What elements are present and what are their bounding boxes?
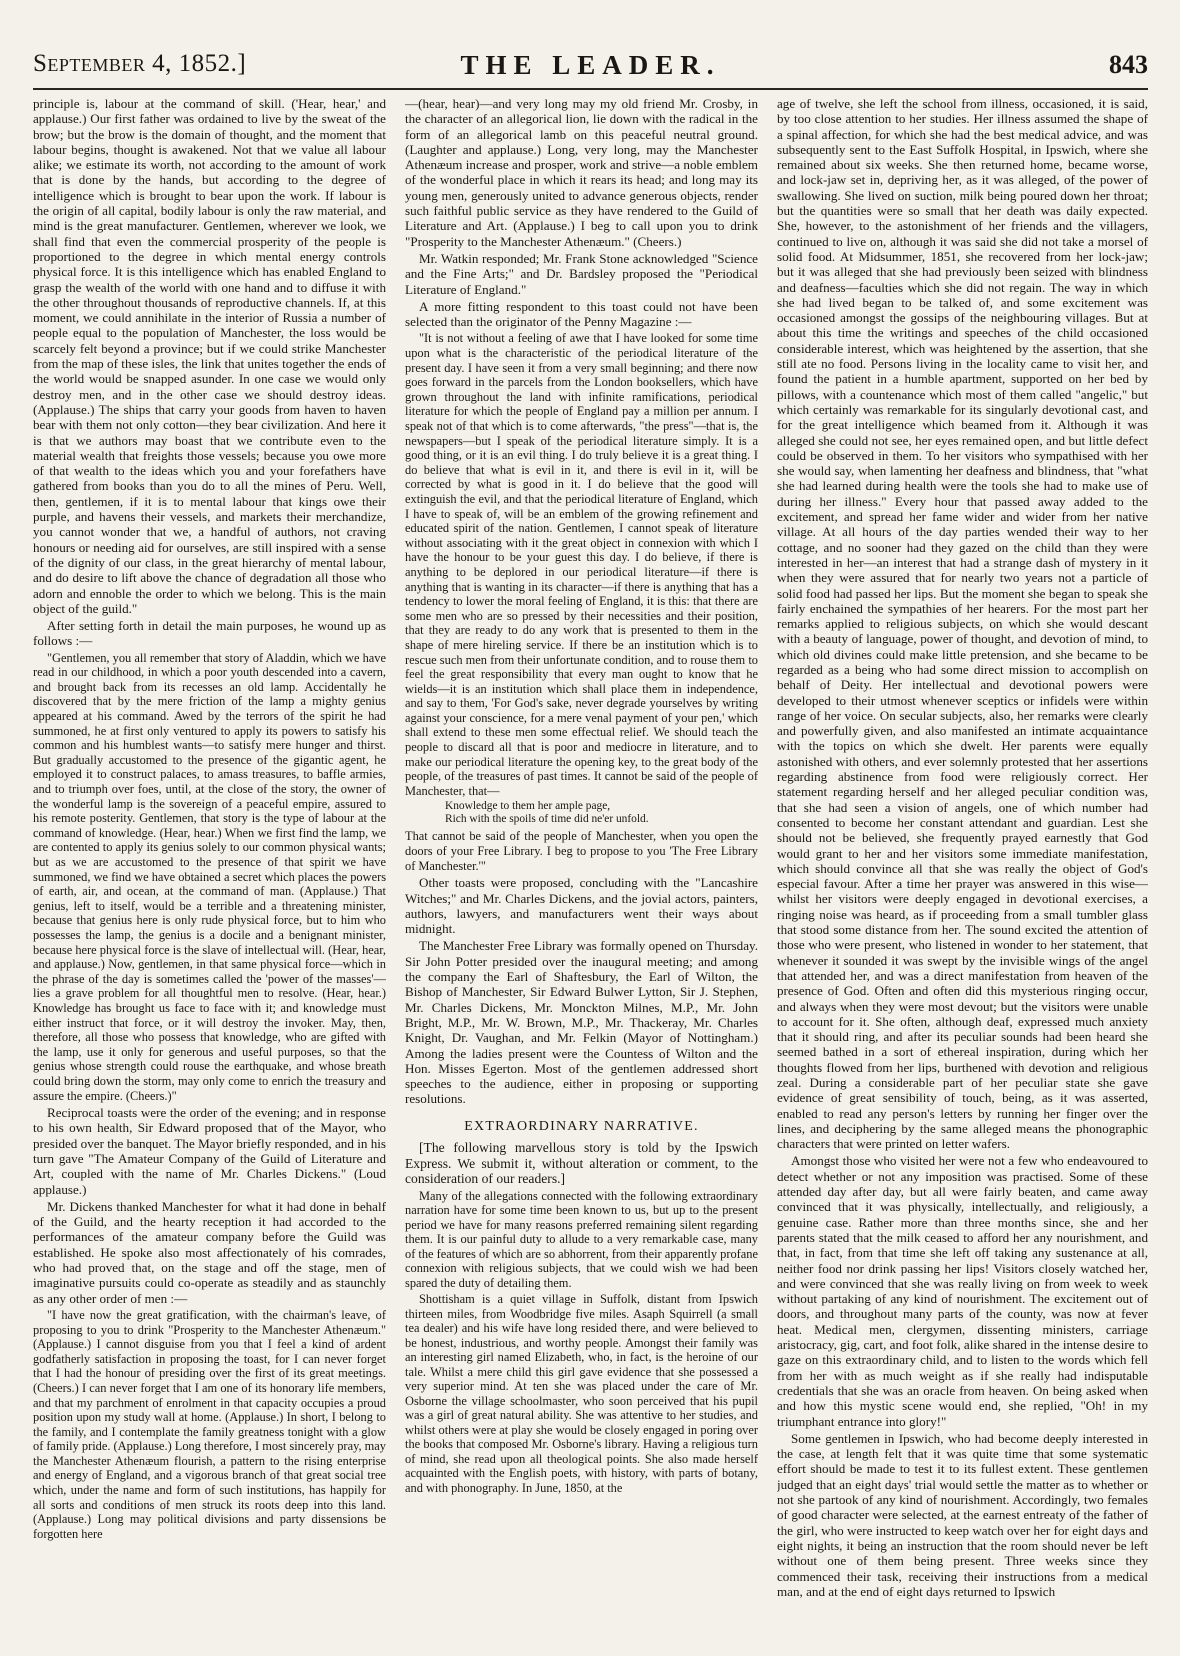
page-number: 843 bbox=[1109, 50, 1148, 79]
quoted-speech: "Gentlemen, you all remember that story of Aladdin, which we have read in our childhood, in which a poor youth descended into a cavern, and brought back from its recesses an old lamp. Accidentally he discovered that by the mere friction of the lamp a mighty genius appeared at his command. Awed by the terrors of the spirit he had summoned, he at first only ventured to apply its powers to satisfy his common and his humblest wants—to satisfy mere hunger and thirst. But gradually accustomed to the presence of the gigantic agent, he employed it to construct palaces, to amass treasures, to baffle armies, and to triumph over foes, until, at the close of the story, the owner of the wonderful lamp is the sovereign of a peaceful empire, assured to his remote posterity. Gentlemen, that story is the type of labour at the command of knowledge. (Hear, hear.) When we first find the lamp, we are contented to apply its genius solely to our common physical wants; but as we are accustomed to the presence of that spirit we have summoned, we find we have obtained a secret which places the powers of earth, air, and ocean, at the command of man. (Applause.) That genius, left to itself, would be a terrible and a threatening minister, because that genius here is only rude physical force, but to him who possesses the lamp, the genius is a docile and a benignant minister, because here physical force is the slave of intellectual will. (Hear, hear, and applause.) Now, gentlemen, in that same physical force—which in the phrase of the day is sometimes called the 'power of the masses'—lies a grave problem for all thoughtful men to resolve. (Hear, hear.) Knowledge has brought us face to face with it; and knowledge must either instruct that force, or it will destroy the invoker. May, then, therefore, all those who possess that knowledge, who are gifted with the lamp, use it only for generous and useful purposes, so that the genius whose strength could rouse the earthquake, and whose breath could bring down the storm, may only come to enrich the treasury and assure the empire. (Cheers.)" bbox=[33, 650, 386, 1103]
paragraph: Other toasts were proposed, concluding with the "Lancashire Witches;" and Mr. Charles Dickens, and the jovial actors, painters, authors, lawyers, and manufacturers went their ways about midnight. bbox=[405, 875, 758, 937]
issue-date: September 4, 1852.] bbox=[33, 50, 247, 77]
paragraph: Mr. Dickens thanked Manchester for what it had done in behalf of the Guild, and the hearty reception it had accorded to the performances of the amateur company before the Guild was established. He spoke also most affectionately of his comrades, who had proved that, on the stage and off the stage, men of imaginative pursuits could co-operate as steadily and as staunchly as any other order of men :— bbox=[33, 1198, 386, 1306]
paragraph: age of twelve, she left the school from illness, occasioned, it is said, by too close attention to her studies. Her illness assumed the shape of a spinal affection, for which she had the best medical advice, and was subsequently sent to the East Suffolk Hospital, in Ipswich, where she remained about six weeks. She then returned home, became worse, and lock-jaw set in, depriving her, as it was alleged, of the power of swallowing. She lived on suction, milk being poured down her throat; but the quantities were so small that her death was daily expected. She, however, to the astonishment of her friends and the villagers, continued to live on, although it was said she did not take a morsel of solid food. At Midsummer, 1851, she recovered from her lock-jaw; but it was alleged that she had previously been seized with blindness and deafness—faculties which she did not regain. The way in which she had lived began to be talked of, and some excitement was occasioned amongst the gossips of the neighbouring villages. But at about this time the writings and speeches of the child occasioned considerable interest, which was heightened by the assertion, that she still ate no food. Persons living in the locality came to visit her, and found the patient in a humble apartment, supported on her bed by pillows, with a countenance which most of them called "angelic," but which certainly was remarkable for its singularly devotional cast, and for the great intelligence which beamed from it. Although it was alleged she could not see, her eyes remained open, and but little defect could be observed in them. To her visitors who sympathised with her she would say, when lamenting her deafness and blindness, that "what she had learned during health were the tools she had to make use of during her illness." Every hour that passed away added to the excitement, and spread her fame wider and wider from her native village. At all hours of the day parties wended their way to her cottage, and no sooner had they gazed on the child than they were interested in her—an interest that had a strange dash of mystery in it when they were assured that for nearly two years not a particle of solid food had passed her lips. But the moment she began to speak she fairly enchained the sympathies of her hearers. For the most part her remarks applied to religious subjects, on which she would descant with a beauty of language, power of thought, and devotion of mind, to which old divines could make little pretension, and she became to be regarded as a being who had some direct mission to accomplish on behalf of Deity. Her intellectual and devotional powers were developed to their utmost whenever sceptics or infidels were within range of her voice. On secular subjects, also, her remarks were clearly and powerfully given, and also manifested an intimate acquaintance with the topics on which she dwelt. Her parents were equally astonished with others, and ever solemnly protested that her assertions regarding abstinence from food were religiously correct. Her statement regarding herself and her alleged peculiar condition was, that she had seen a vision of angels, one of which number had consented to become her constant attendant and guardian. Lest she should not be believed, she frequently prayed earnestly that God would grant to her and her visitors some immediate manifestation, which should convince all that she was really the object of God's especial favour. After a time her prayer was answered in this wise—whilst her visitors were deeply engaged in devotional exercises, a ringing noise was heard, as if proceeding from a small tumbler glass that stood some distance from her. The sound excited the attention of those who were present, who listened in wonder to her statement, that whenever it sounded it was swept by the invisible wings of the angel that attended her, and was a direct manifestation from heaven of the presence of God. Often and often did this mysterious ringing occur, and always when they were most devout; but the visitors were unable to account for it. She often, although deaf, expressed much anxiety that it should ring, and after its peculiar sounds had been heard she seemed bathed in a sort of ethereal inspiration, during which her thoughts flowed from her lips, burthened with devotion and religious zeal. During a considerable part of her peculiar state she gave evidence of great sensibility of touch, being, as it was asserted, enabled to read any person's letters by running her finger over the lines, and deciphering by the same alleged means the phonographic characters that were printed on letter wafers. bbox=[777, 96, 1148, 1152]
column-middle bbox=[405, 96, 758, 1644]
paragraph: Mr. Watkin responded; Mr. Frank Stone acknowledged "Science and the Fine Arts;" and Dr. Bardsley proposed the "Periodical Literature of England." bbox=[405, 250, 758, 297]
paragraph: After setting forth in detail the main purposes, he wound up as follows :— bbox=[33, 618, 386, 649]
column-right bbox=[777, 96, 1148, 1644]
paragraph: A more fitting respondent to this toast could not have been selected than the originator of the Penny Magazine :— bbox=[405, 298, 758, 330]
header-rule bbox=[33, 88, 1148, 90]
verse-quotation: Knowledge to them her ample page, Rich with the spoils of time did ne'er unfold. bbox=[445, 800, 649, 826]
paragraph: The Manchester Free Library was formally opened on Thursday. Sir John Potter presided over the inaugural meeting; and among the company the Earl of Shaftesbury, the Earl of Wilton, the Bishop of Manchester, Sir Edward Bulwer Lytton, Sir J. Stephen, Mr. Charles Dickens, Mr. Monckton Milnes, M.P., Mr. John Bright, M.P., Mr. W. Brown, M.P., Mr. Thackeray, Mr. Charles Knight, Dr. Vaughan, and Mr. Felkin (Mayor of Nottingham.) Among the ladies present were the Countess of Wilton and the Hon. Misses Egerton. Most of the gentlemen addressed short speeches to the audience, either in proposing or supporting resolutions. bbox=[405, 938, 758, 1107]
column-left bbox=[33, 96, 386, 1644]
paragraph: Amongst those who visited her were not a few who endeavoured to detect whether or not any imposition was practised. Some of these attended day after day, but all were fairly beaten, and came away convinced that it was physically, intellectually, and religiously, a genuine case. Rather more than three months since, she and her parents stated that the milk ceased to afford her any nourishment, and that, in fact, from that time she left off taking any sustenance at all, neither food nor drink passing her lips! Visitors closely watched her, and were convinced that she was really living on from week to week without partaking of any kind of nourishment. The excitement out of doors, and throughout many parts of the county, was now at fever heat. Medical men, clergymen, dissenting ministers, carriage aristocracy, gig, cart, and foot folk, alike shared in the intense desire to gaze on this extraordinary child, and to listen to the words which fell from her with as much weight as if she really had indisputable credentials that she was an oracle from heaven. On being asked when and how this mystic scene would end, she replied, "Oh! in my triumphant entrance into glory!" bbox=[777, 1153, 1148, 1429]
newspaper-title: THE LEADER. bbox=[460, 50, 721, 80]
paragraph: Reciprocal toasts were the order of the evening; and in response to his own health, Sir Edward proposed that of the Mayor, who presided over the banquet. The Mayor briefly responded, and in his turn gave "The Amateur Company of the Guild of Literature and Art, coupled with the name of Mr. Charles Dickens." (Loud applause.) bbox=[33, 1105, 386, 1197]
editorial-note: [The following marvellous story is told by the Ipswich Express. We submit it, without alteration or comment, to the consideration of our readers.] bbox=[405, 1139, 758, 1187]
paragraph: Some gentlemen in Ipswich, who had become deeply interested in the case, at length felt that it was quite time that some systematic effort should be made to test it to its fullest extent. These gentlemen judged that an eight days' trial would settle the matter as to whether or not she partook of any kind of nourishment. Accordingly, two females of good character were selected, at the earnest entreaty of the father of the girl, who were instructed to keep watch over her for eight days and eight nights, it being an instruction that the room should never be left without one of them being present. Three weeks since they commenced their task, receiving their instructions from a medical man, and at the end of eight days returned to Ipswich bbox=[777, 1430, 1148, 1599]
page-header bbox=[33, 44, 1148, 88]
quoted-speech: That cannot be said of the people of Manchester, when you open the doors of your Free Library. I beg to propose to you 'The Free Library of Manchester.'" bbox=[405, 829, 758, 873]
paragraph: Shottisham is a quiet village in Suffolk, distant from Ipswich thirteen miles, from Woodbridge five miles. Asaph Squirrell (a small tea dealer) and his wife have long resided there, and were believed to be honest, industrious, and worthy people. Amongst their family was an interesting girl named Elizabeth, who, in fact, is the heroine of our tale. Whilst a mere child this girl gave evidence that she possessed a very superior mind. At ten she was placed under the care of Mr. Osborne the village schoolmaster, who soon perceived that his pupil was a girl of great natural ability. She was attentive to her studies, and whilst others were at play she would be closely engaged in poring over the books that composed Mr. Osborne's library. Having a religious turn of mind, she read upon all theological points. She also made herself acquainted with the English poets, with history, with parts of botany, and with phonography. In June, 1850, at the bbox=[405, 1292, 758, 1495]
section-heading: EXTRAORDINARY NARRATIVE. bbox=[464, 1118, 699, 1134]
quoted-speech: "It is not without a feeling of awe that I have looked for some time upon what is the characteristic of the periodical literature of the present day. I have seen it from a very small beginning; and there now goes forward in the parcels from the London booksellers, which have grown throughout the land with infinite ramifications, periodical literature for which the people of England pay a million per annum. I speak not of that which is to come afterwards, "the press"—that is, the newspapers—but I speak of the periodical literature simply. It is a good thing, or it is an evil thing. I do truly believe it is a great thing. I do believe that what is evil in it, and there is evil in it, will be corrected by what is good in it. I do believe that the good will extinguish the evil, and that the periodical literature of England, which I have to speak of, will be an emblem of the growing refinement and educated spirit of the nation. Gentlemen, I cannot speak of literature without associating with it the great object in connexion with which I have the honour to be your guest this day. I do believe, if there is anything to be deplored in our periodical literature—if there is anything that is wanting in its character—if there is anything that has a tendency to lower the moral feeling of England, it is this: that there are some men who are so pressed by their necessities and their position, that they are ready to do any work that is presented to them in the shape of mere hireling service. If there be an institution which is to rescue such men from their unfortunate condition, and to rouse them to feel the great responsibility that every man ought to know that he wields—it is an institution which shall place them in independence, and say to them, 'For God's sake, never degrade yourselves by writing against your conscience, for a mere venal payment of your pen,' which shall extend to these men some effectual relief. We should teach the people to discard all that is poor and mediocre in literature, and to make our periodical literature the opening key, to the great body of the people, of the treasures of past times. It cannot be said of the people of Manchester, that— bbox=[405, 331, 758, 798]
paragraph: Many of the allegations connected with the following extraordinary narration have for some time been known to us, but up to the present period we have for many reasons preferred remaining silent regarding them. It is our painful duty to allude to a very remarkable case, many of the features of which are so abhorrent, from their apparently profane connexion with religious subjects, that we could wish we had been spared the duty of detailing them. bbox=[405, 1188, 758, 1290]
quoted-speech: "I have now the great gratification, with the chairman's leave, of proposing to you to drink "Prosperity to the Manchester Athenæum." (Applause.) I cannot disguise from you that I feel a kind of ardent godfatherly satisfaction in proposing the toast, for I can never forget that I had the honour of presiding over the first of its great meetings. (Cheers.) I can never forget that I am one of its honorary life members, and that my parchment of enrolment in that capacity occupies a proud position upon my study wall at home. (Applause.) In short, I belong to the family, and I contemplate the family greatness tonight with a glow of family pride. (Applause.) Long therefore, I most sincerely pray, may the Manchester Athenæum flourish, a pattern to the rising enterprise and energy of England, and a vigorous branch of that great social tree which, under the name and form of such institutions, has happily for all sorts and conditions of men struck its roots deep into this land. (Applause.) Long may political divisions and party dissensions be forgotten here bbox=[33, 1307, 386, 1541]
paragraph: —(hear, hear)—and very long may my old friend Mr. Crosby, in the character of an allegorical lion, lie down with the radical in the form of an allegorical lamb on this peaceful neutral ground. (Laughter and applause.) Long, very long, may the Manchester Athenæum increase and prosper, work and strive—a noble emblem of the wonderful place in which it rears its head; and long may its young men, generously united to advance generous objects, render such faithful public service as they have rendered to the Guild of Literature and Art. (Applause.) I beg to call upon you to drink "Prosperity to the Manchester Athenæum." (Cheers.) bbox=[405, 96, 758, 249]
paragraph: principle is, labour at the command of skill. ('Hear, hear,' and applause.) Our first father was ordained to live by the sweat of the brow; but the brow is the domain of thought, and the moment that labour begins, thought is awakened. Not that we value all labour alike; we estimate its worth, not according to the amount of work that is done by the hands, but according to the degree of intelligence which is brought to bear upon the work. If labour is the origin of all capital, bodily labour is only the raw material, and mind is the great manufacturer. Gentlemen, wherever we look, we shall find that even the commercial prosperity of the people is proportioned to the degree in which mental energy controls physical force. It is this intelligence which has enabled England to grasp the wealth of the world with one hand and to diffuse it with the other throughout thousands of reproductive channels. If, at this moment, we could annihilate in the interior of Russia a number of people equal to the population of Manchester, the loss would be scarcely felt beyond a province; but if we could strike Manchester from the map of these isles, the link that unites together the ends of the world would be snapped asunder. In one case we would only destroy men, and in the other case we should destroy ideas. (Applause.) The ships that carry your goods from haven to haven bear with them not only cotton—they bear civilization. And here it is that we authors may boast that we contribute even to the material wealth that freights those vessels; because you owe more of that wealth to the ideas which you and your forefathers have gathered from books than you do to all the mines of Peru. Well, then, gentlemen, if it is to mental labour that kings owe their purple, and havens their vessels, and markets their merchandize, you cannot wonder that we, a handful of authors, not craving honours or needing aid for ourselves, are still inspired with a sense of the dignity of our class, in the great hierarchy of mental labour, and do desire to lift above the chance of degradation all those who adorn and ennoble the order to which we belong. This is the main object of the guild." bbox=[33, 96, 386, 616]
